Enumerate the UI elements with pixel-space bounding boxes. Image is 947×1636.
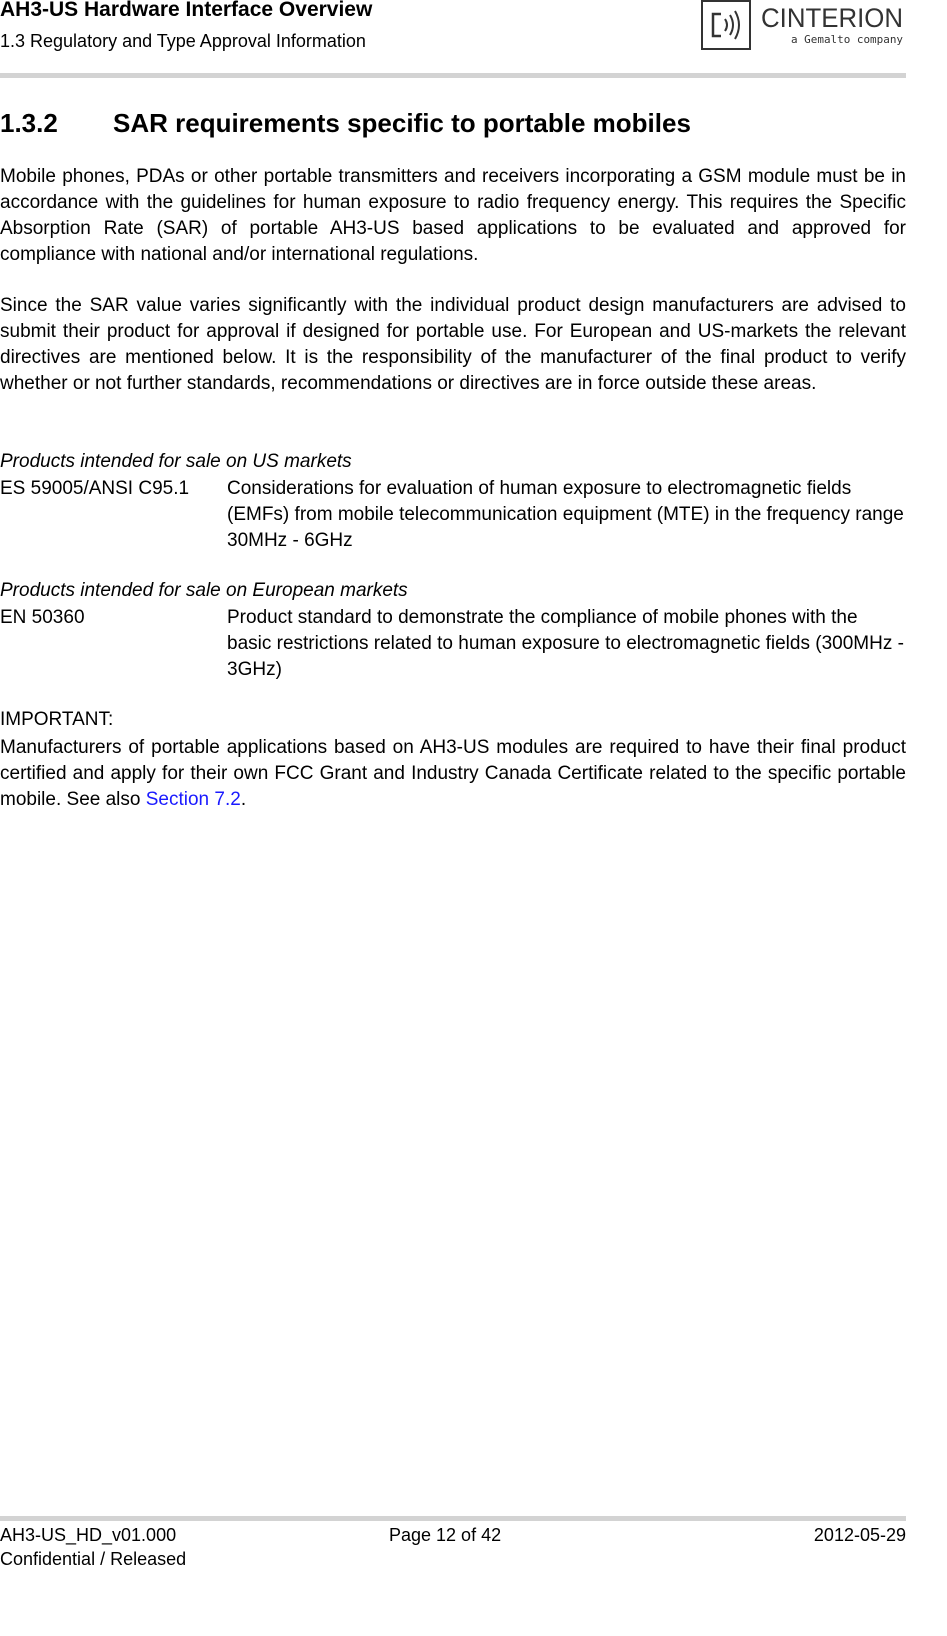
sar-paragraph: Since the SAR value varies significantly with the individual product design manufacturers are advised to submit their product for approval if designed for portable use. For European and US-markets the relevant directives are mentioned below. It is the responsibility of the manufacturer of the final product to verify whether or not further standards, recommendations or directives are in force outside these areas. — [0, 295, 906, 394]
us-standard-description: Considerations for evaluation of human exposure to electromagnetic fields (EMFs) from mobile telecommunication equipment (MTE) in the frequency range 30MHz - 6GHz — [227, 478, 904, 551]
eu-markets-label: Products intended for sale on European markets — [0, 580, 408, 601]
footer-page-number: Page 12 of 42 — [389, 1525, 502, 1545]
important-paragraph — [0, 735, 906, 813]
header-divider — [0, 73, 906, 78]
important-text: Manufacturers of portable applications based on AH3-US modules are required to have their final product certified and apply for their own FCC Grant and Industry Canada Certificate related to the specific portable mobile. See also — [0, 737, 906, 810]
cinterion-logo-mark — [701, 0, 906, 50]
important-trailing: . — [240, 789, 247, 810]
eu-standard-row — [0, 605, 906, 685]
section-heading — [0, 108, 691, 139]
section-number: 1.3.2 — [0, 108, 58, 138]
footer-date: 2012-05-29 — [813, 1525, 906, 1545]
document-title: AH3-US Hardware Interface Overview — [0, 0, 373, 21]
logo-tagline: a Gemalto company — [791, 33, 904, 46]
us-standard-row — [0, 476, 906, 556]
cinterion-logo — [701, 0, 906, 50]
chapter-subtitle: 1.3 Regulatory and Type Approval Information — [0, 31, 366, 51]
logo-wordmark: CINTERION — [761, 3, 903, 33]
eu-standard-id: EN 50360 — [0, 607, 85, 628]
footer-doc-id: AH3-US_HD_v01.000 — [0, 1525, 177, 1545]
important-label: IMPORTANT: — [0, 709, 114, 730]
section-7-2-link[interactable]: Section 7.2 — [145, 789, 241, 810]
footer-divider — [0, 1516, 906, 1521]
eu-standard-description: Product standard to demonstrate the compliance of mobile phones with the basic restrictions related to human exposure to electromagnetic fields (300MHz - 3GHz) — [227, 607, 904, 680]
us-markets-label: Products intended for sale on US markets — [0, 451, 352, 472]
us-standard-id: ES 59005/ANSI C95.1 — [0, 478, 190, 499]
footer-status: Confidential / Released — [0, 1549, 187, 1569]
intro-paragraph: Mobile phones, PDAs or other portable transmitters and receivers incorporating a GSM module must be in accordance with the guidelines for human exposure to radio frequency energy. This requires the Specific Absorption Rate (SAR) of portable AH3-US based applications to be evaluated and approved for compliance with national and/or international regulations. — [0, 166, 906, 265]
section-title: SAR requirements specific to portable mobiles — [113, 108, 691, 138]
